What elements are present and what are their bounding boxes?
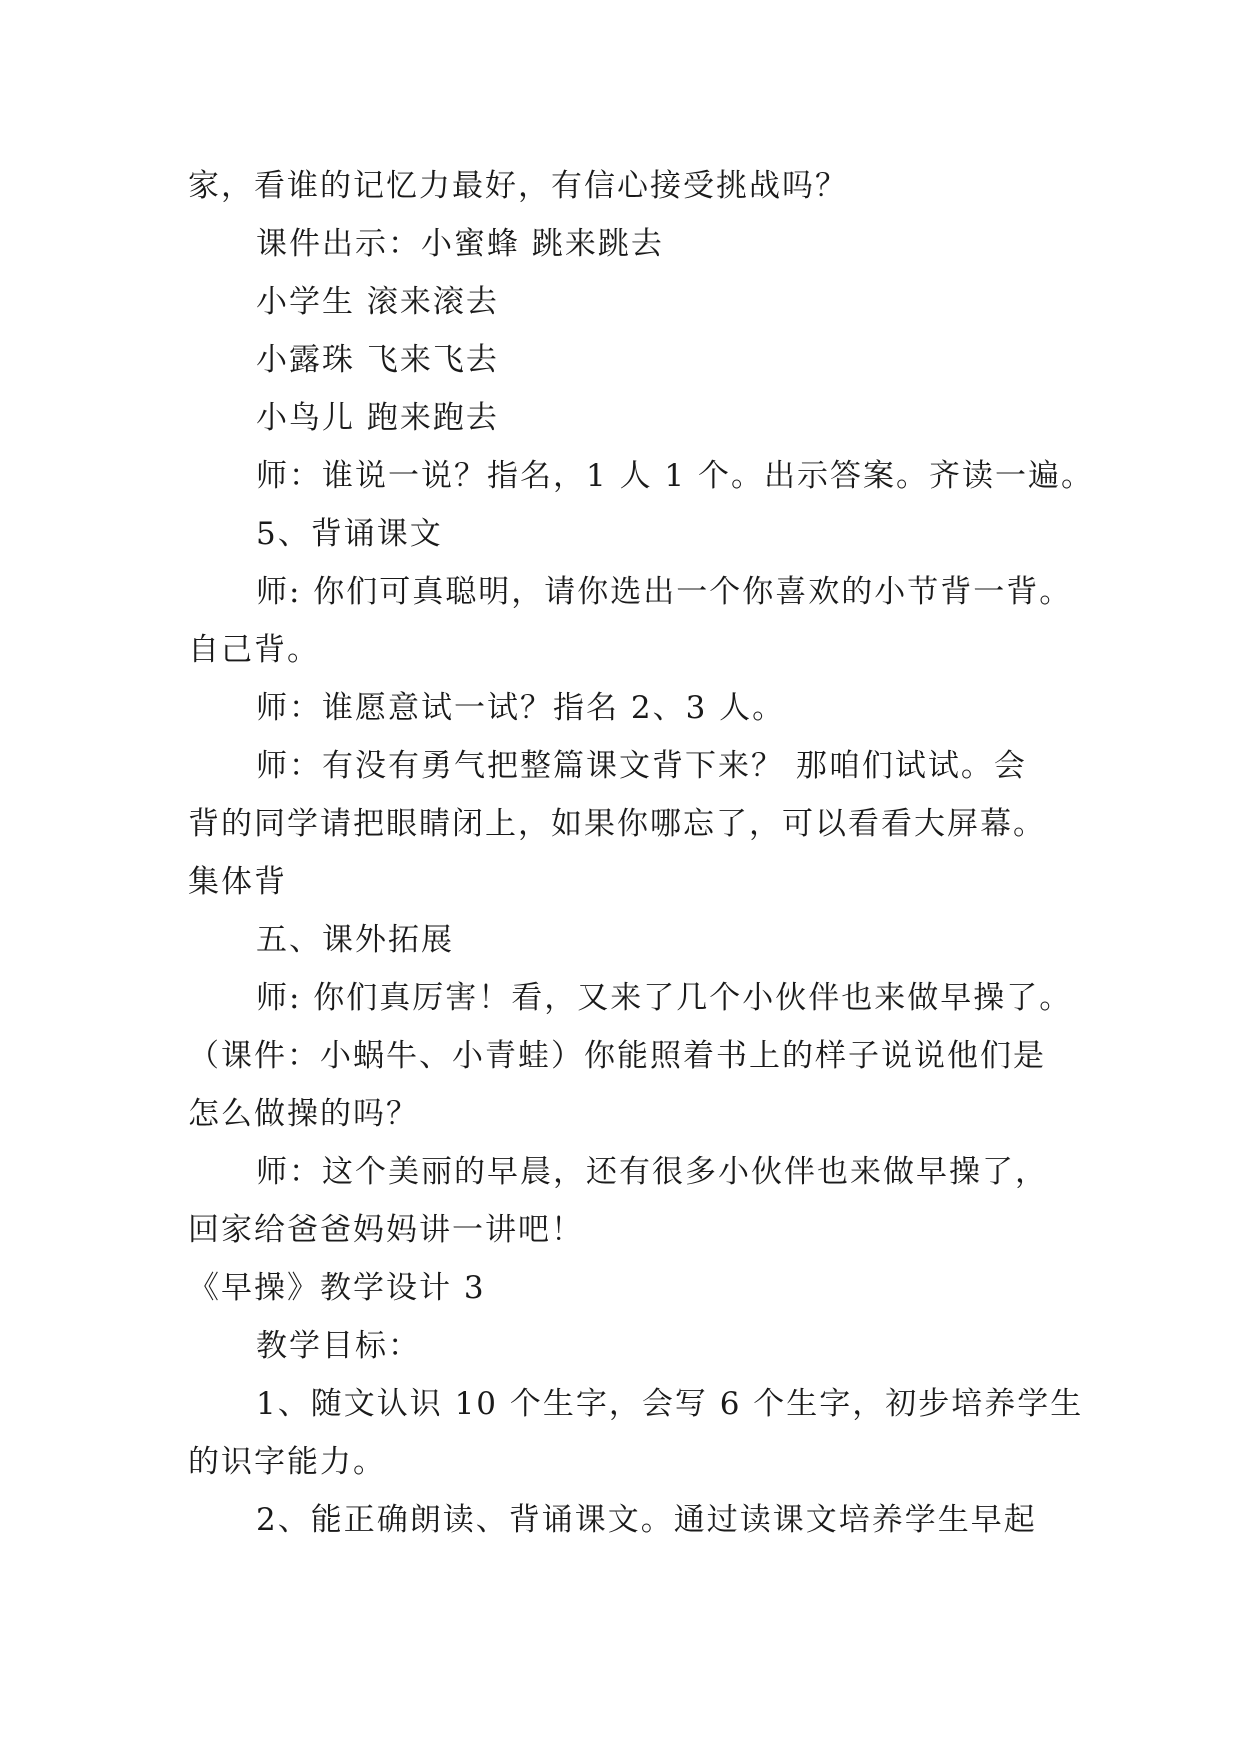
text-line: 家，看谁的记忆力最好，有信心接受挑战吗？	[188, 168, 848, 204]
text-line: 师: 你们可真聪明，请你选出一个你喜欢的小节背一背。	[256, 574, 1073, 610]
text-line: 1、随文认识 10 个生字，会写 6 个生字，初步培养学生	[256, 1386, 1084, 1422]
text-line: 背的同学请把眼睛闭上，如果你哪忘了，可以看看大屏幕。	[188, 806, 1046, 842]
section-heading: 教学目标：	[256, 1328, 421, 1364]
text-line: 2、能正确朗读、背诵课文。通过读课文培养学生早起	[256, 1502, 1037, 1538]
text-line: 集体背	[188, 864, 287, 900]
document-title: 《早操》教学设计 3	[188, 1270, 486, 1306]
text-line: 师：谁说一说？指名，1 人 1 个。出示答案。齐读一遍。	[256, 458, 1095, 494]
section-heading: 5、背诵课文	[256, 516, 443, 552]
text-line: 的识字能力。	[188, 1444, 386, 1480]
text-line: 怎么做操的吗？	[188, 1096, 419, 1132]
text-line: 师：谁愿意试一试？指名 2、3 人。	[256, 690, 786, 726]
text-line: 小露珠 飞来飞去	[256, 342, 499, 378]
text-line: 自己背。	[188, 632, 320, 668]
text-line: 小鸟儿 跑来跑去	[256, 400, 499, 436]
text-line: 师：有没有勇气把整篇课文背下来？ 那咱们试试。会	[256, 748, 1027, 784]
text-line: （课件：小蜗牛、小青蛙）你能照着书上的样子说说他们是	[188, 1038, 1046, 1074]
text-line: 课件出示：小蜜蜂 跳来跳去	[256, 226, 664, 262]
section-heading: 五、课外拓展	[256, 922, 454, 958]
text-line: 小学生 滚来滚去	[256, 284, 499, 320]
text-line: 师：这个美丽的早晨，还有很多小伙伴也来做早操了，	[256, 1154, 1048, 1190]
text-line: 师: 你们真厉害！看，又来了几个小伙伴也来做早操了。	[256, 980, 1073, 1016]
text-line: 回家给爸爸妈妈讲一讲吧！	[188, 1212, 584, 1248]
